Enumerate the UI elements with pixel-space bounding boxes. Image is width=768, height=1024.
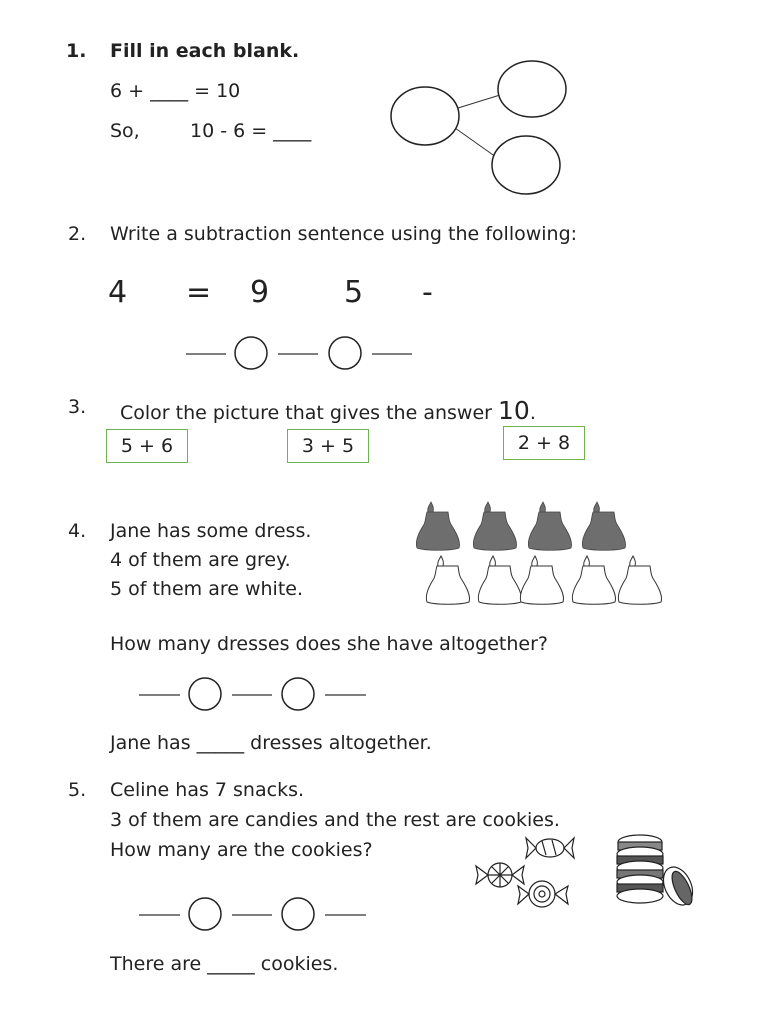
q2-symbol-5: 5: [344, 275, 364, 310]
q3-number: 3.: [68, 396, 87, 418]
q5-number: 5.: [68, 779, 87, 801]
q4-line-1: Jane has some dress.: [110, 520, 312, 542]
q5-answer-line: There are _____ cookies.: [110, 953, 339, 975]
q5-line-2: 3 of them are candies and the rest are cookies.: [110, 809, 560, 831]
q2-symbol-9: 9: [250, 275, 270, 310]
q3-option-label-3: 2 + 8: [517, 432, 571, 454]
q2-symbol-equals: =: [186, 275, 212, 310]
q3-instruction-text: Color the picture that gives the answer: [120, 402, 492, 424]
q5-line-1: Celine has 7 snacks.: [110, 779, 305, 801]
q5-operator-circle-2: [282, 898, 314, 930]
q4-line-2: 4 of them are grey.: [110, 549, 291, 571]
q3-period: .: [529, 402, 536, 424]
q4-question: How many dresses does she have altogether?: [110, 633, 549, 655]
q3-target-answer: 10: [498, 396, 530, 425]
q1-equation-1: 6 + ____ = 10: [110, 80, 241, 102]
q2-symbol-minus: -: [422, 275, 433, 310]
q2-symbol-4: 4: [108, 275, 128, 310]
q3-option-label-2: 3 + 5: [301, 435, 355, 457]
q4-line-3: 5 of them are white.: [110, 578, 304, 600]
q5-line-3: How many are the cookies?: [110, 839, 373, 861]
q4-answer-line: Jane has _____ dresses altogether.: [110, 732, 432, 754]
q2-instruction: Write a subtraction sentence using the following:: [110, 223, 578, 245]
q1-equation-2: 10 - 6 = ____: [190, 120, 312, 142]
q3-option-label-1: 5 + 6: [120, 435, 174, 457]
q2-number: 2.: [68, 223, 87, 245]
q5-operator-circle-1: [189, 898, 221, 930]
q1-number: 1.: [66, 40, 87, 62]
q1-so-label: So,: [110, 120, 140, 142]
q1-instruction: Fill in each blank.: [110, 40, 300, 62]
q4-number: 4.: [68, 520, 87, 542]
